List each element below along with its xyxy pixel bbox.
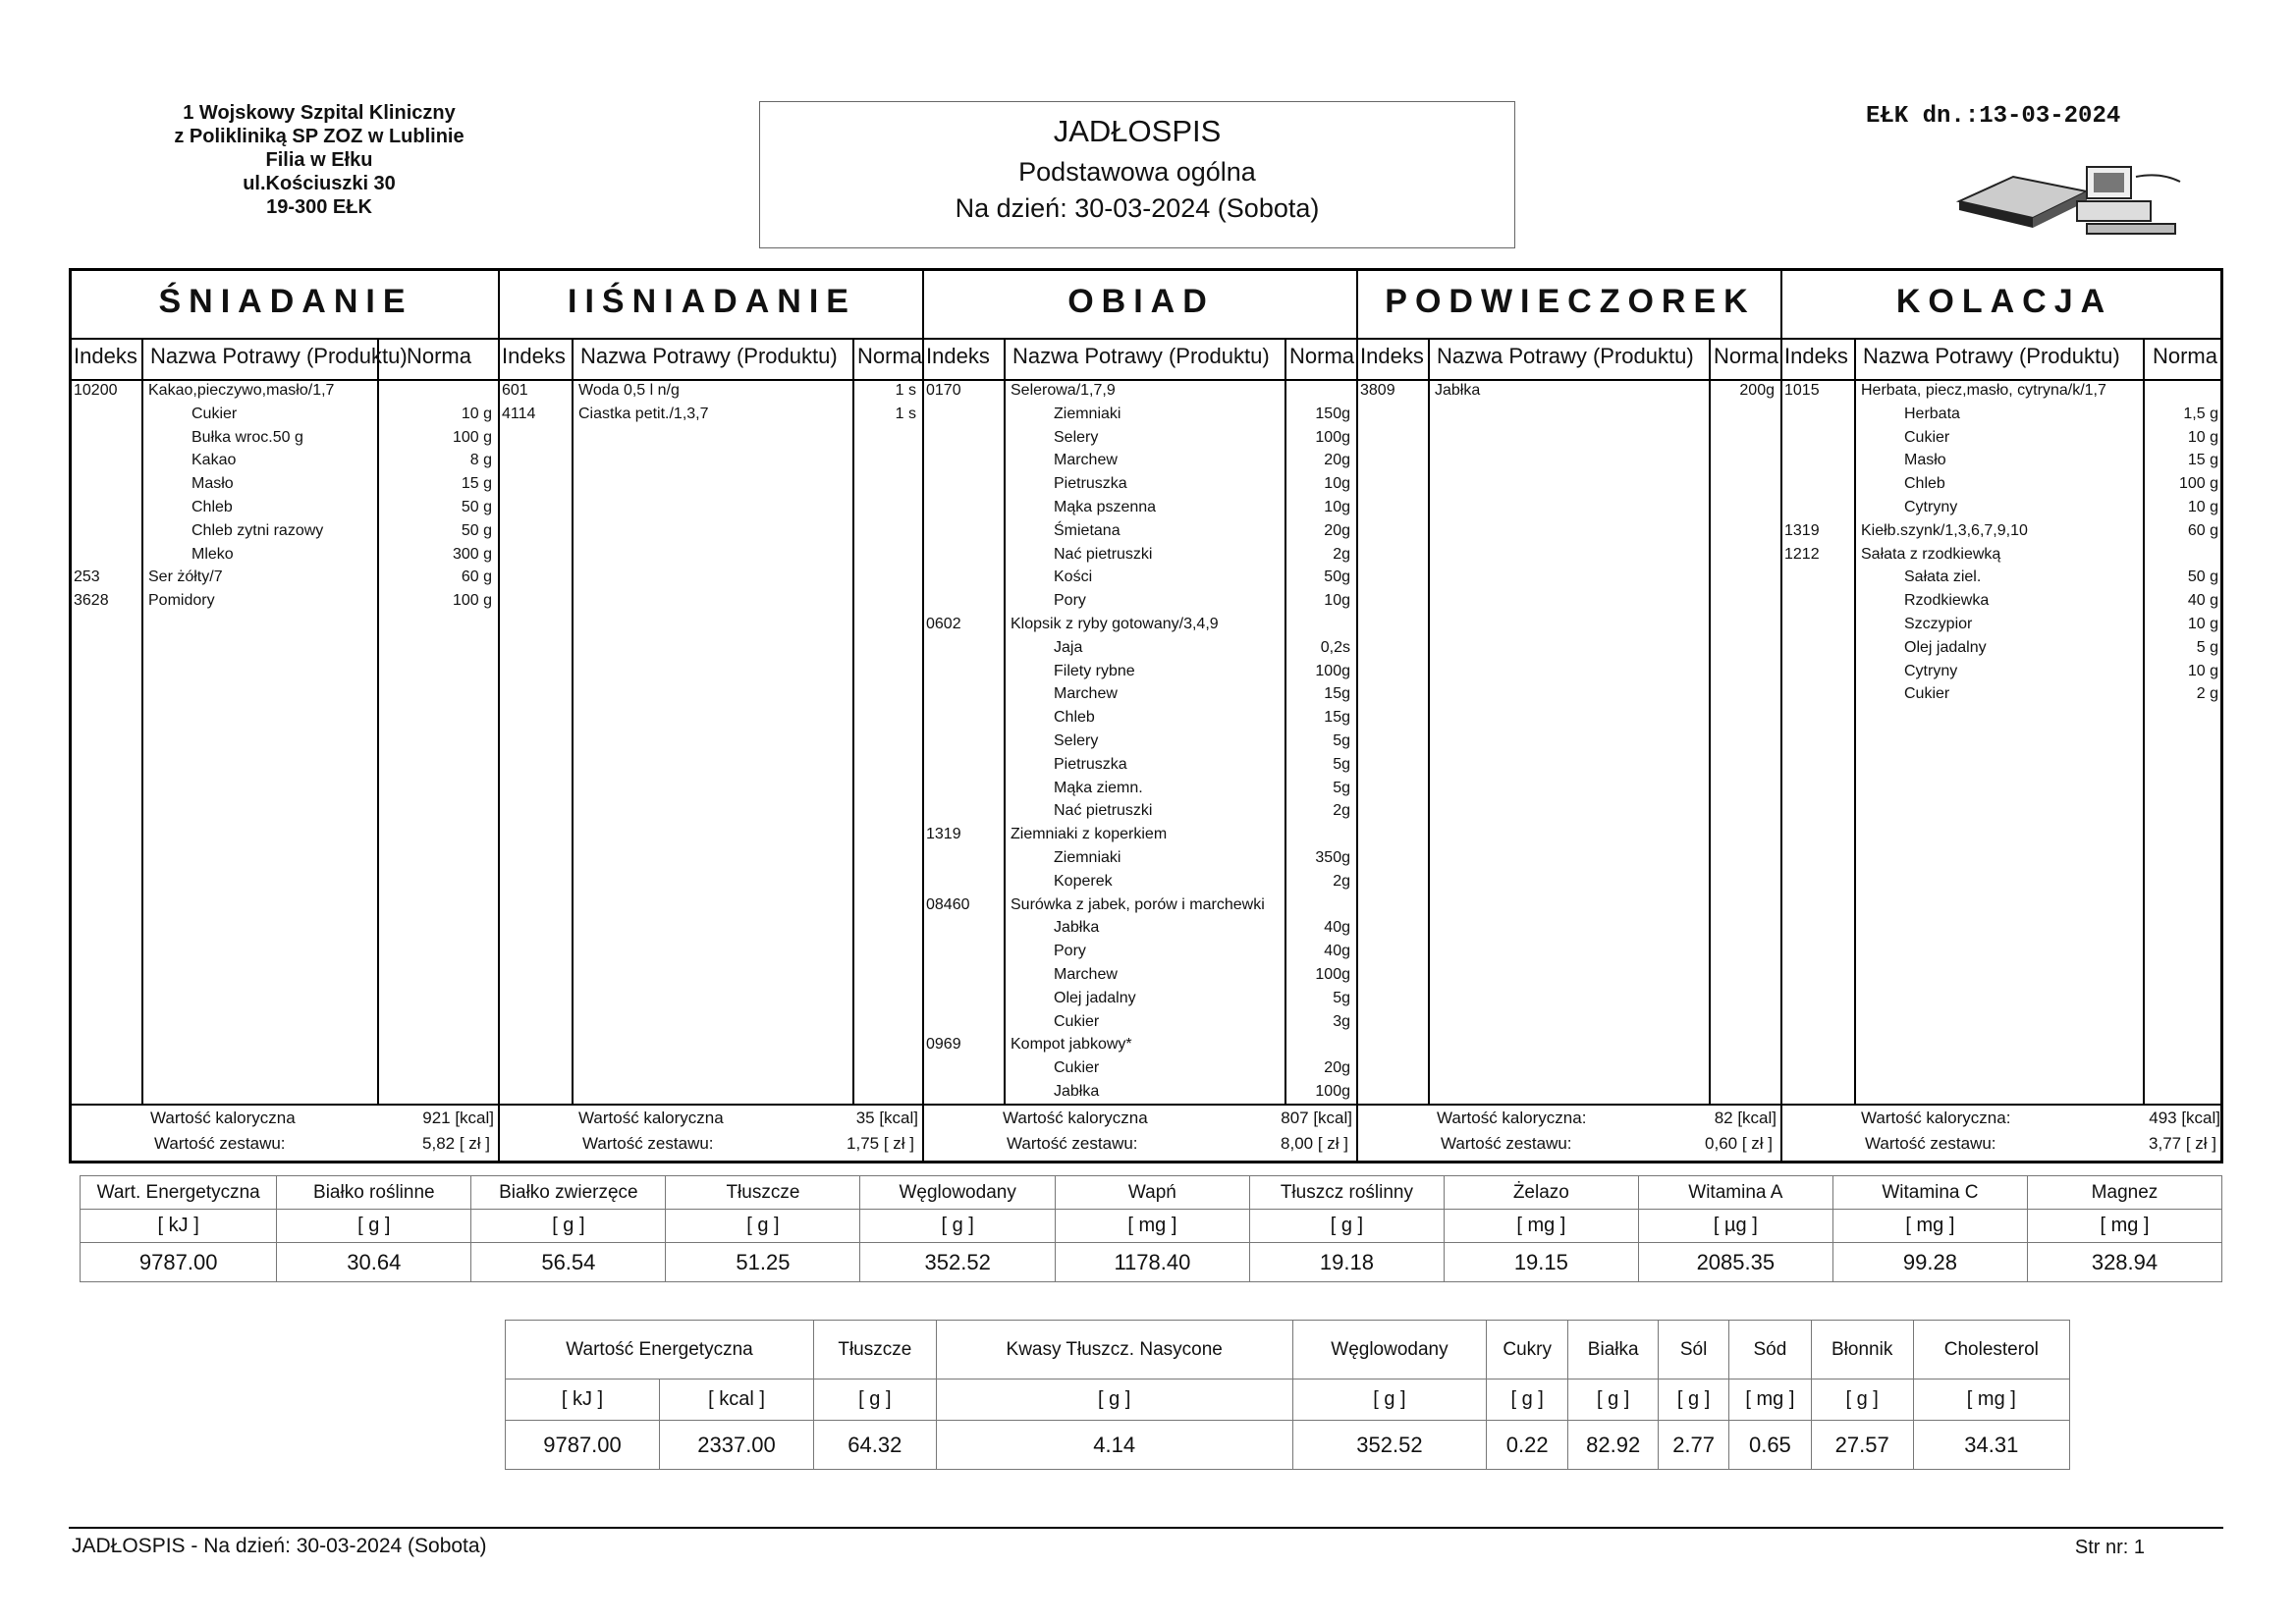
nutrient-header: Tłuszcz roślinny: [1249, 1176, 1444, 1210]
ingredient-name: Pory: [1054, 592, 1086, 610]
item-index: 3809: [1360, 382, 1395, 399]
cost-value: 1,75 [ zł ]: [847, 1134, 914, 1153]
nutrient-unit: [ mg ]: [1832, 1210, 2027, 1243]
nutrient-value: 352.52: [860, 1243, 1055, 1282]
dish-name: Herbata, piecz,masło, cytryna/k/1,7: [1861, 382, 2106, 399]
page-number: Str nr: 1: [2074, 1537, 2145, 1558]
nutrient-unit: [ g ]: [1487, 1380, 1568, 1421]
computer-book-icon: [1954, 147, 2185, 241]
hospital-line: ul.Kościuszki 30: [243, 173, 396, 194]
item-norma: 100 g: [452, 428, 492, 446]
ingredient-name: Filety rybne: [1054, 662, 1135, 679]
item-norma: 1,5 g: [2183, 405, 2218, 422]
item-norma: 15 g: [461, 475, 492, 493]
ingredient-name: Pory: [1054, 943, 1086, 960]
footer-rule: [69, 1527, 2223, 1529]
nutrient-unit: [ mg ]: [1729, 1380, 1812, 1421]
nutrient-header: Magnez: [2027, 1176, 2221, 1210]
item-norma: 10 g: [461, 405, 492, 422]
nutrient-unit: [ mg ]: [1055, 1210, 1249, 1243]
item-norma: 200g: [1739, 382, 1775, 399]
item-norma: 5g: [1333, 732, 1350, 749]
column-divider: [1428, 338, 1430, 1104]
nutrient-unit: [ g ]: [1568, 1380, 1659, 1421]
hospital-line: 1 Wojskowy Szpital Kliniczny: [183, 102, 456, 124]
item-norma: 10 g: [2187, 616, 2218, 632]
page-title: JADŁOSPIS: [1053, 114, 1222, 148]
ingredient-name: Cukier: [1054, 1012, 1100, 1030]
item-norma: 20g: [1324, 1059, 1350, 1077]
col-header-indeks: Indeks: [1360, 344, 1424, 368]
ingredient-name: Chleb: [1904, 475, 1945, 493]
section-divider: [1780, 271, 1782, 1161]
column-divider: [1854, 338, 1856, 1104]
nutrient-unit: [ g ]: [1249, 1210, 1444, 1243]
cost-label: Wartość zestawu:: [1441, 1134, 1572, 1153]
dish-name: Jabłka: [1435, 382, 1481, 399]
item-index: 0969: [926, 1036, 961, 1054]
col-header-indeks: Indeks: [74, 344, 137, 368]
cost-value: 0,60 [ zł ]: [1705, 1134, 1773, 1153]
ingredient-name: Cytryny: [1904, 662, 1958, 679]
nutrient-unit: [ g ]: [666, 1210, 860, 1243]
nutrition-table-2: [505, 1320, 2070, 1470]
section-divider: [1356, 271, 1358, 1161]
ingredient-name: Cukier: [1904, 428, 1950, 446]
item-norma: 50 g: [2187, 568, 2218, 586]
dish-name: Kiełb.szynk/1,3,6,7,9,10: [1861, 521, 2028, 539]
ingredient-name: Pietruszka: [1054, 475, 1127, 493]
item-index: 601: [502, 382, 528, 399]
dish-name: Ser żółty/7: [148, 568, 223, 586]
item-norma: 5g: [1333, 989, 1350, 1006]
nutrient-header: Żelazo: [1444, 1176, 1638, 1210]
ingredient-name: Olej jadalny: [1904, 638, 1987, 656]
nutrient-value: 2.77: [1659, 1421, 1729, 1470]
cost-label: Wartość zestawu:: [582, 1134, 714, 1153]
item-norma: 10g: [1324, 475, 1350, 493]
section-divider: [922, 271, 924, 1161]
col-header-nazwa: Nazwa Potrawy (Produktu): [1863, 344, 2120, 368]
ingredient-name: Chleb: [1054, 709, 1095, 727]
kcal-label: Wartość kaloryczna: [578, 1109, 724, 1127]
ingredient-name: Herbata: [1904, 405, 1960, 422]
item-norma: 150g: [1315, 405, 1350, 422]
col-header-indeks: Indeks: [502, 344, 566, 368]
nutrient-value: 9787.00: [506, 1421, 660, 1470]
dish-name: Kompot jabkowy*: [1011, 1036, 1132, 1054]
ingredient-name: Cukier: [191, 405, 238, 422]
nutrient-unit: [ g ]: [1811, 1380, 1913, 1421]
kcal-value: 921 [kcal]: [422, 1109, 494, 1127]
item-norma: 50g: [1324, 568, 1350, 586]
ingredient-name: Sałata ziel.: [1904, 568, 1982, 586]
column-divider: [141, 338, 143, 1104]
item-norma: 5g: [1333, 779, 1350, 796]
item-norma: 20g: [1324, 521, 1350, 539]
nutrient-header: Wapń: [1055, 1176, 1249, 1210]
nutrient-value: 56.54: [471, 1243, 666, 1282]
item-norma: 350g: [1315, 849, 1350, 866]
nutrient-unit: [ g ]: [814, 1380, 937, 1421]
col-header-norma: Norma: [2152, 344, 2217, 368]
ingredient-name: Marchew: [1054, 685, 1118, 703]
kcal-value: 807 [kcal]: [1281, 1109, 1352, 1127]
dish-name: Surówka z jabek, porów i marchewki: [1011, 895, 1265, 913]
nutrient-header: Witamina A: [1638, 1176, 1832, 1210]
item-norma: 8 g: [469, 452, 492, 469]
item-index: 1015: [1784, 382, 1820, 399]
item-norma: 300 g: [452, 545, 492, 563]
nutrient-header: Białko zwierzęce: [471, 1176, 666, 1210]
kcal-value: 35 [kcal]: [855, 1109, 918, 1127]
nutrient-value: 1178.40: [1055, 1243, 1249, 1282]
item-norma: 3g: [1333, 1012, 1350, 1030]
nutrient-value: 51.25: [666, 1243, 860, 1282]
nutrient-unit: [ g ]: [860, 1210, 1055, 1243]
item-norma: 100 g: [452, 592, 492, 610]
ingredient-name: Kakao: [191, 452, 237, 469]
ingredient-name: Chleb: [191, 499, 233, 515]
cost-value: 5,82 [ zł ]: [422, 1134, 490, 1153]
section-divider: [498, 271, 500, 1161]
item-norma: 100g: [1315, 662, 1350, 679]
col-header-norma: Norma: [406, 344, 471, 368]
col-header-indeks: Indeks: [1784, 344, 1848, 368]
column-divider: [572, 338, 574, 1104]
grid-rule: [72, 1104, 2220, 1106]
item-norma: 5 g: [2196, 638, 2218, 656]
col-header-norma: Norma: [1289, 344, 1355, 368]
item-norma: 100 g: [2178, 475, 2218, 493]
nutrient-header: Węglowodany: [860, 1176, 1055, 1210]
nutrient-unit: [ mg ]: [1913, 1380, 2069, 1421]
item-norma: 40g: [1324, 919, 1350, 937]
item-norma: 20g: [1324, 452, 1350, 469]
kcal-label: Wartość kaloryczna:: [1437, 1109, 1587, 1127]
hospital-line: Filia w Ełku: [265, 149, 373, 171]
ingredient-name: Selery: [1054, 428, 1099, 446]
item-norma: 15 g: [2187, 452, 2218, 469]
ingredient-name: Rzodkiewka: [1904, 592, 1990, 610]
section-title: IIŚNIADANIE: [568, 283, 856, 320]
col-header-nazwa: Nazwa Potrawy (Produktu): [1437, 344, 1694, 368]
item-index: 1319: [926, 826, 961, 843]
nutrient-value: 2337.00: [660, 1421, 814, 1470]
nutrition-table-1: [80, 1175, 2222, 1282]
column-divider: [1709, 338, 1711, 1104]
col-header-nazwa: Nazwa Potrawy (Produktu): [1012, 344, 1270, 368]
item-norma: 10g: [1324, 592, 1350, 610]
ingredient-name: Marchew: [1054, 452, 1118, 469]
menu-date: Na dzień: 30-03-2024 (Sobota): [955, 193, 1320, 223]
col-header-nazwa: Nazwa Potrawy (Produktu): [580, 344, 838, 368]
dish-name: Klopsik z ryby gotowany/3,4,9: [1011, 616, 1219, 632]
item-norma: 100g: [1315, 966, 1350, 983]
nutrient-value: 19.15: [1444, 1243, 1638, 1282]
item-index: 1319: [1784, 521, 1820, 539]
item-norma: 0,2s: [1320, 638, 1350, 656]
ingredient-name: Śmietana: [1054, 521, 1121, 539]
item-norma: 10 g: [2187, 428, 2218, 446]
nutrient-value: 352.52: [1292, 1421, 1486, 1470]
ingredient-name: Masło: [1904, 452, 1946, 469]
ingredient-name: Ziemniaki: [1054, 405, 1121, 422]
nutrient-header: Tłuszcze: [814, 1321, 937, 1380]
nutrient-value: 0.22: [1487, 1421, 1568, 1470]
item-norma: 100g: [1315, 428, 1350, 446]
kcal-label: Wartość kaloryczna:: [1861, 1109, 2011, 1127]
item-norma: 10g: [1324, 499, 1350, 515]
item-norma: 2g: [1333, 545, 1350, 563]
ingredient-name: Nać pietruszki: [1054, 802, 1153, 820]
ingredient-name: Koperek: [1054, 872, 1113, 890]
print-date-stamp: EŁK dn.:13-03-2024: [1866, 103, 2121, 130]
item-norma: 2g: [1333, 802, 1350, 820]
section-title: KOLACJA: [1895, 283, 2113, 320]
item-norma: 1 s: [895, 382, 916, 399]
item-index: 1212: [1784, 545, 1820, 563]
ingredient-name: Nać pietruszki: [1054, 545, 1153, 563]
nutrient-value: 2085.35: [1638, 1243, 1832, 1282]
nutrient-header: Sód: [1729, 1321, 1812, 1380]
nutrient-unit: [ mg ]: [2027, 1210, 2221, 1243]
ingredient-name: Cytryny: [1904, 499, 1958, 515]
dish-name: Selerowa/1,7,9: [1011, 382, 1116, 399]
item-norma: 10 g: [2187, 662, 2218, 679]
nutrient-unit: [ mg ]: [1444, 1210, 1638, 1243]
nutrient-header: Tłuszcze: [666, 1176, 860, 1210]
section-title: ŚNIADANIE: [158, 283, 413, 320]
item-index: 0602: [926, 616, 961, 632]
ingredient-name: Kości: [1054, 568, 1093, 586]
nutrient-value: 0.65: [1729, 1421, 1812, 1470]
col-header-indeks: Indeks: [926, 344, 990, 368]
nutrient-header: Sól: [1659, 1321, 1729, 1380]
ingredient-name: Mąka pszenna: [1054, 499, 1157, 515]
nutrient-unit: [ kcal ]: [660, 1380, 814, 1421]
nutrient-value: 34.31: [1913, 1421, 2069, 1470]
nutrient-unit: [ g ]: [1292, 1380, 1486, 1421]
grid-rule: [72, 379, 2220, 381]
cost-label: Wartość zestawu:: [154, 1134, 286, 1153]
footer-title: JADŁOSPIS - Na dzień: 30-03-2024 (Sobota): [72, 1535, 487, 1557]
nutrient-header: Kwasy Tłuszcz. Nasycone: [936, 1321, 1292, 1380]
nutrient-value: 82.92: [1568, 1421, 1659, 1470]
nutrient-unit: [ g ]: [471, 1210, 666, 1243]
nutrient-value: 4.14: [936, 1421, 1292, 1470]
item-norma: 15g: [1324, 709, 1350, 727]
nutrient-value: 99.28: [1832, 1243, 2027, 1282]
ingredient-name: Jabłka: [1054, 1083, 1100, 1100]
nutrient-header: Białka: [1568, 1321, 1659, 1380]
item-norma: 10 g: [2187, 499, 2218, 515]
nutrient-value: 27.57: [1811, 1421, 1913, 1470]
col-header-norma: Norma: [1714, 344, 1779, 368]
item-norma: 100g: [1315, 1083, 1350, 1100]
item-norma: 40g: [1324, 943, 1350, 960]
nutrient-unit: [ kJ ]: [81, 1210, 277, 1243]
ingredient-name: Masło: [191, 475, 234, 493]
nutrient-unit: [ g ]: [277, 1210, 471, 1243]
col-header-nazwa: Nazwa Potrawy (Produktu): [150, 344, 408, 368]
ingredient-name: Mleko: [191, 545, 234, 563]
item-norma: 60 g: [461, 568, 492, 586]
dish-name: Ciastka petit./1,3,7: [578, 405, 709, 422]
ingredient-name: Marchew: [1054, 966, 1118, 983]
nutrient-unit: [ kJ ]: [506, 1380, 660, 1421]
nutrient-header: Wart. Energetyczna: [81, 1176, 277, 1210]
meal-grid: [69, 268, 2223, 1163]
item-index: 3628: [74, 592, 109, 610]
dish-name: Kakao,pieczywo,masło/1,7: [148, 382, 335, 399]
ingredient-name: Szczypior: [1904, 616, 1973, 632]
item-index: 10200: [74, 382, 118, 399]
nutrient-value: 30.64: [277, 1243, 471, 1282]
ingredient-name: Bułka wroc.50 g: [191, 428, 303, 446]
nutrient-unit: [ g ]: [936, 1380, 1292, 1421]
item-norma: 1 s: [895, 405, 916, 422]
nutrient-header: Cholesterol: [1913, 1321, 2069, 1380]
hospital-address: [98, 101, 540, 219]
item-index: 08460: [926, 895, 970, 913]
item-norma: 50 g: [461, 499, 492, 515]
section-title: PODWIECZOREK: [1385, 283, 1756, 320]
ingredient-name: Cukier: [1054, 1059, 1100, 1077]
ingredient-name: Ziemniaki: [1054, 849, 1121, 866]
col-header-norma: Norma: [857, 344, 923, 368]
cost-label: Wartość zestawu:: [1007, 1134, 1138, 1153]
item-norma: 60 g: [2187, 521, 2218, 539]
item-norma: 2g: [1333, 872, 1350, 890]
column-divider: [1004, 338, 1006, 1104]
nutrient-unit: [ µg ]: [1638, 1210, 1832, 1243]
ingredient-name: Chleb zytni razowy: [191, 521, 324, 539]
cost-label: Wartość zestawu:: [1865, 1134, 1996, 1153]
nutrient-header: Cukry: [1487, 1321, 1568, 1380]
nutrient-value: 328.94: [2027, 1243, 2221, 1282]
column-divider: [852, 338, 854, 1104]
nutrient-value: 9787.00: [81, 1243, 277, 1282]
ingredient-name: Pietruszka: [1054, 755, 1127, 773]
item-index: 4114: [502, 405, 536, 422]
nutrient-header: Błonnik: [1811, 1321, 1913, 1380]
item-index: 253: [74, 568, 100, 586]
ingredient-name: Selery: [1054, 732, 1099, 749]
grid-rule: [72, 338, 2220, 340]
dish-name: Ziemniaki z koperkiem: [1011, 826, 1168, 843]
nutrient-header: Wartość Energetyczna: [506, 1321, 814, 1380]
hospital-line: z Polikliniką SP ZOZ w Lublinie: [174, 126, 465, 147]
item-index: 0170: [926, 382, 961, 399]
ingredient-name: Jabłka: [1054, 919, 1100, 937]
kcal-label: Wartość kaloryczna: [1003, 1109, 1148, 1127]
item-norma: 2 g: [2196, 685, 2218, 703]
nutrient-value: 19.18: [1249, 1243, 1444, 1282]
section-title: OBIAD: [1067, 283, 1215, 320]
nutrient-header: Węglowodany: [1292, 1321, 1486, 1380]
item-norma: 40 g: [2187, 592, 2218, 610]
title-box: [759, 101, 1515, 248]
kcal-label: Wartość kaloryczna: [150, 1109, 296, 1127]
ingredient-name: Mąka ziemn.: [1054, 779, 1143, 796]
nutrient-value: 64.32: [814, 1421, 937, 1470]
kcal-value: 493 [kcal]: [2149, 1109, 2220, 1127]
cost-value: 3,77 [ zł ]: [2149, 1134, 2216, 1153]
kcal-value: 82 [kcal]: [1714, 1109, 1777, 1127]
dish-name: Woda 0,5 l n/g: [578, 382, 680, 399]
dish-name: Pomidory: [148, 592, 215, 610]
ingredient-name: Cukier: [1904, 685, 1950, 703]
cost-value: 8,00 [ zł ]: [1281, 1134, 1348, 1153]
ingredient-name: Olej jadalny: [1054, 989, 1136, 1006]
item-norma: 15g: [1324, 685, 1350, 703]
nutrient-header: Białko roślinne: [277, 1176, 471, 1210]
ingredient-name: Jaja: [1054, 638, 1083, 656]
item-norma: 5g: [1333, 755, 1350, 773]
nutrient-unit: [ g ]: [1659, 1380, 1729, 1421]
nutrient-header: Witamina C: [1832, 1176, 2027, 1210]
hospital-line: 19-300 EŁK: [266, 196, 372, 218]
item-norma: 50 g: [461, 521, 492, 539]
dish-name: Sałata z rzodkiewką: [1861, 545, 2001, 563]
diet-type: Podstawowa ogólna: [1018, 157, 1256, 187]
